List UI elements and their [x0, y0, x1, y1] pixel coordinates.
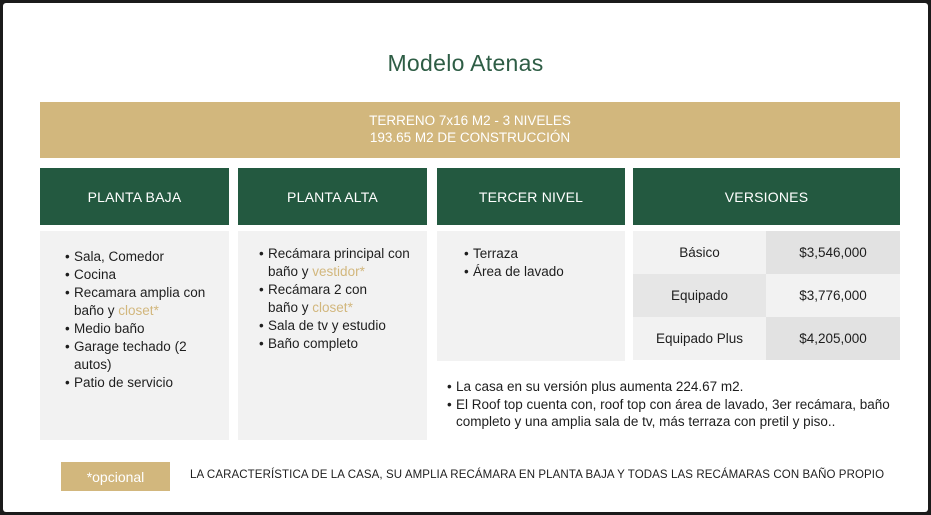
table-row	[633, 231, 900, 274]
version-name: Equipado	[633, 274, 766, 317]
banner-line-2: 193.65 M2 DE CONSTRUCCIÓN	[369, 130, 571, 145]
header-versiones: VERSIONES	[633, 168, 900, 225]
list-item: • Sala, Comedor	[65, 248, 215, 266]
list-item: • Recámara 2 con baño y closet*	[259, 281, 398, 317]
list-planta-alta	[259, 245, 421, 353]
version-price: $4,205,000	[766, 317, 900, 360]
list-item: • Sala de tv y estudio	[259, 317, 421, 335]
list-planta-baja	[65, 248, 215, 392]
list-item: • Medio baño	[65, 320, 215, 338]
list-item: • Cocina	[65, 266, 215, 284]
list-item: • Garage techado (2 autos)	[65, 338, 199, 374]
version-name: Equipado Plus	[633, 317, 766, 360]
table-row	[633, 274, 900, 317]
panel-planta-baja	[40, 231, 229, 440]
footer-text: LA CARACTERÍSTICA DE LA CASA, SU AMPLIA RECÁMARA EN PLANTA BAJA Y TODAS LAS RECÁMARAS CON BAÑO PROPIO	[190, 469, 885, 481]
panel-planta-alta	[238, 231, 427, 440]
version-price: $3,776,000	[766, 274, 900, 317]
list-item: • Terraza	[464, 245, 614, 263]
version-name: Básico	[633, 231, 766, 274]
note-item: • El Roof top cuenta con, roof top con área de lavado, 3er recámara, baño completo y una amplia sala de tv, más terraza con pretil y piso..	[447, 396, 894, 431]
note-item: • La casa en su versión plus aumenta 224.67 m2.	[447, 378, 897, 396]
list-item: • Recamara amplia con baño y closet*	[65, 284, 215, 320]
versions-table	[633, 231, 900, 360]
version-price: $3,546,000	[766, 231, 900, 274]
list-item: • Baño completo	[259, 335, 421, 353]
list-tercer-nivel	[464, 245, 614, 281]
page-title: Modelo Atenas	[387, 50, 544, 76]
lot-banner	[40, 102, 900, 158]
header-planta-baja: PLANTA BAJA	[40, 168, 229, 225]
header-tercer-nivel: TERCER NIVEL	[437, 168, 625, 225]
optional-badge: *opcional	[61, 462, 170, 491]
list-item: • Área de lavado	[464, 263, 614, 281]
panel-tercer-nivel	[437, 231, 625, 361]
notes	[447, 378, 897, 431]
table-row	[633, 317, 900, 360]
banner-line-1: TERRENO 7x16 M2 - 3 NIVELES	[369, 113, 571, 128]
header-planta-alta: PLANTA ALTA	[238, 168, 427, 225]
list-item: • Recámara principal con baño y vestidor*	[259, 245, 421, 281]
list-item: • Patio de servicio	[65, 374, 215, 392]
